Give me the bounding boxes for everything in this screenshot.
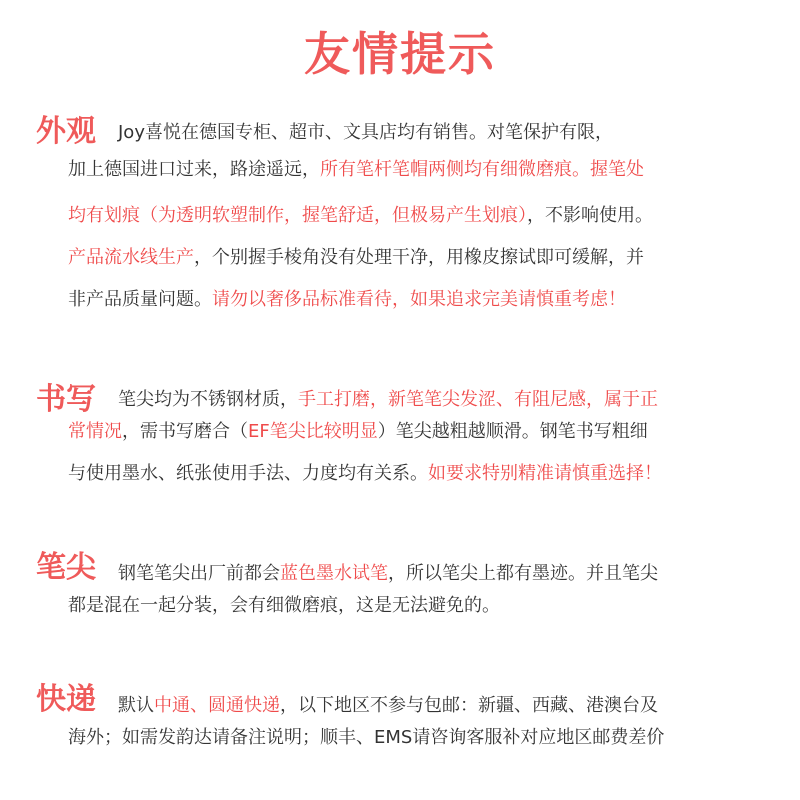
highlight-run: 如要求特别精准请慎重选择！: [428, 463, 662, 484]
text-run: ）笔尖越粗越顺滑。钢笔书写粗细: [377, 421, 648, 442]
section-line: [68, 288, 626, 312]
text-run: ，个别握手棱角没有处理干净，用橡皮擦试即可缓解，并: [194, 247, 644, 268]
highlight-run: 请勿以奢侈品标准看待，如果追求完美请慎重考虑！: [212, 289, 626, 310]
section-line: [118, 562, 658, 586]
section-line: [68, 462, 662, 486]
text-run: 海外；如需发韵达请备注说明；顺丰、EMS请咨询客服补对应地区邮费差价: [68, 727, 665, 748]
section-line: [68, 420, 648, 444]
highlight-run: 手工打磨，新笔笔尖发涩、有阻尼感，属于正: [298, 389, 658, 410]
highlight-run: 常情况: [68, 421, 122, 442]
text-run: Joy喜悦在德国专柜、超市、文具店均有销售。对笔保护有限，: [118, 122, 613, 143]
text-run: 笔尖均为不锈钢材质，: [118, 389, 298, 410]
text-run: ，需书写磨合（: [122, 421, 248, 442]
highlight-run: 蓝色墨水试笔: [280, 563, 388, 584]
section-heading: 书写: [36, 382, 96, 417]
section-line: [68, 158, 644, 182]
section-line: [68, 726, 664, 750]
highlight-run: 中通、圆通快递: [154, 695, 280, 716]
section-line: [118, 121, 613, 145]
highlight-run: 均有划痕（为透明软塑制作，握笔舒适，但极易产生划痕）: [68, 205, 527, 226]
highlight-run: 所有笔杆笔帽两侧均有细微磨痕。握笔处: [320, 159, 644, 180]
section-line: [118, 694, 658, 718]
text-run: 与使用墨水、纸张使用手法、力度均有关系。: [68, 463, 428, 484]
text-run: 非产品质量问题。: [68, 289, 212, 310]
highlight-run: 产品流水线生产: [68, 247, 194, 268]
text-run: 加上德国进口过来，路途遥远，: [68, 159, 320, 180]
text-run: 默认: [118, 695, 154, 716]
text-run: ，不影响使用。: [527, 205, 653, 226]
section-line: [118, 388, 658, 412]
text-run: 钢笔笔尖出厂前都会: [118, 563, 280, 584]
section-line: [68, 204, 653, 228]
text-run: ，所以笔尖上都有墨迹。并且笔尖: [388, 563, 658, 584]
section-heading: 快递: [36, 682, 96, 717]
section-line: [68, 594, 500, 618]
text-run: 都是混在一起分装，会有细微磨痕，这是无法避免的。: [68, 595, 500, 616]
text-run: ，以下地区不参与包邮：新疆、西藏、港澳台及: [280, 695, 658, 716]
highlight-run: EF笔尖比较明显: [248, 421, 378, 442]
page-title: 友情提示: [304, 27, 496, 81]
section-line: [68, 246, 644, 270]
section-heading: 外观: [36, 114, 96, 149]
section-heading: 笔尖: [36, 550, 96, 585]
